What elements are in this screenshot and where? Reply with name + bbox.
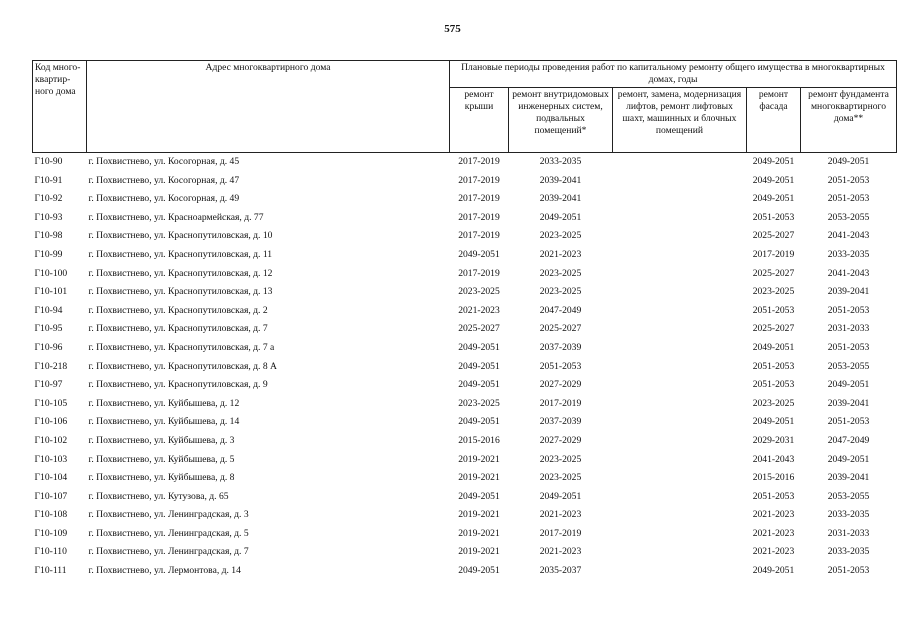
cell-address: г. Похвистнево, ул. Ленинградская, д. 7 [88, 546, 249, 558]
cell-roof: 2023-2025 [458, 397, 500, 409]
cell-code: Г10-218 [34, 360, 68, 372]
cell-code: Г10-93 [34, 211, 63, 223]
table-row [33, 246, 897, 265]
cell-systems: 2049-2051 [539, 211, 582, 223]
cell-facade: 2049-2051 [752, 565, 795, 577]
table-body [33, 153, 897, 581]
cell-address: г. Похвистнево, ул. Куйбышева, д. 3 [88, 434, 235, 446]
cell-facade: 2051-2053 [752, 211, 795, 223]
cell-elevators [613, 246, 747, 265]
cell-roof: 2049-2051 [458, 248, 500, 260]
cell-code: Г10-105 [34, 397, 68, 409]
table-row [33, 525, 897, 544]
cell-elevators [613, 209, 747, 228]
cell-foundation: 2031-2033 [827, 527, 870, 539]
cell-systems: 2051-2053 [539, 360, 582, 372]
cell-systems: 2039-2041 [539, 174, 582, 186]
cell-code: Г10-107 [34, 490, 68, 502]
cell-address: г. Похвистнево, ул. Куйбышева, д. 14 [88, 416, 240, 428]
cell-systems: 2023-2025 [539, 230, 582, 242]
cell-systems: 2037-2039 [539, 416, 582, 428]
cell-address: г. Похвистнево, ул. Кутузова, д. 65 [88, 490, 229, 502]
cell-address: г. Похвистнево, ул. Косогорная, д. 47 [88, 174, 240, 186]
cell-elevators [613, 320, 747, 339]
cell-address: г. Похвистнево, ул. Косогорная, д. 49 [88, 193, 240, 205]
cell-code: Г10-96 [34, 341, 63, 353]
cell-facade: 2051-2053 [752, 360, 795, 372]
table-row [33, 283, 897, 302]
cell-facade: 2021-2023 [752, 527, 795, 539]
cell-foundation: 2049-2051 [827, 453, 870, 465]
cell-facade: 2051-2053 [752, 304, 795, 316]
cell-elevators [613, 265, 747, 284]
capital-repair-table [32, 60, 897, 581]
table-row [33, 265, 897, 284]
cell-systems: 2021-2023 [539, 509, 582, 521]
cell-systems: 2023-2025 [539, 267, 582, 279]
cell-foundation: 2041-2043 [827, 267, 870, 279]
cell-elevators [613, 302, 747, 321]
cell-address: г. Похвистнево, ул. Краснопутиловская, д. 7 [88, 323, 268, 335]
table-row [33, 302, 897, 321]
page-number: 575 [444, 23, 461, 35]
cell-roof: 2049-2051 [458, 379, 500, 391]
cell-foundation: 2051-2053 [827, 416, 870, 428]
cell-code: Г10-98 [34, 230, 63, 242]
cell-foundation: 2051-2053 [827, 193, 870, 205]
cell-address: г. Похвистнево, ул. Краснопутиловская, д. 11 [88, 248, 273, 260]
cell-systems: 2047-2049 [539, 304, 582, 316]
cell-facade: 2023-2025 [752, 286, 795, 298]
table-header [33, 61, 897, 153]
cell-facade: 2021-2023 [752, 509, 795, 521]
table-row [33, 153, 897, 172]
cell-roof: 2049-2051 [458, 360, 500, 372]
cell-address: г. Похвистнево, ул. Краснопутиловская, д. 9 [88, 379, 268, 391]
cell-code: Г10-108 [34, 509, 68, 521]
cell-roof: 2019-2021 [458, 472, 500, 484]
cell-elevators [613, 469, 747, 488]
cell-roof: 2019-2021 [458, 453, 500, 465]
cell-code: Г10-103 [34, 453, 68, 465]
header-roof: ремонт крыши [450, 88, 509, 153]
cell-systems: 2023-2025 [539, 286, 582, 298]
cell-facade: 2049-2051 [752, 193, 795, 205]
cell-code: Г10-100 [34, 267, 68, 279]
table-row [33, 488, 897, 507]
cell-systems: 2021-2023 [539, 248, 582, 260]
header-code: Код много-квартир-ного дома [33, 61, 87, 153]
cell-facade: 2015-2016 [752, 472, 795, 484]
cell-foundation: 2051-2053 [827, 304, 870, 316]
cell-code: Г10-101 [34, 286, 68, 298]
table-row [33, 358, 897, 377]
cell-address: г. Похвистнево, ул. Ленинградская, д. 5 [88, 527, 249, 539]
table-row [33, 413, 897, 432]
cell-facade: 2025-2027 [752, 230, 795, 242]
cell-address: г. Похвистнево, ул. Ленинградская, д. 3 [88, 509, 249, 521]
cell-foundation: 2053-2055 [827, 211, 870, 223]
cell-elevators [613, 153, 747, 172]
cell-elevators [613, 376, 747, 395]
cell-foundation: 2049-2051 [827, 379, 870, 391]
cell-elevators [613, 488, 747, 507]
cell-address: г. Похвистнево, ул. Красноармейская, д. 77 [88, 211, 264, 223]
cell-code: Г10-106 [34, 416, 68, 428]
cell-elevators [613, 562, 747, 581]
cell-elevators [613, 506, 747, 525]
table-row [33, 432, 897, 451]
cell-systems: 2017-2019 [539, 397, 582, 409]
cell-facade: 2049-2051 [752, 174, 795, 186]
table-row [33, 506, 897, 525]
cell-foundation: 2039-2041 [827, 397, 870, 409]
cell-elevators [613, 227, 747, 246]
table-row [33, 543, 897, 562]
cell-facade: 2025-2027 [752, 323, 795, 335]
cell-code: Г10-91 [34, 174, 63, 186]
cell-systems: 2027-2029 [539, 434, 582, 446]
header-facade: ремонт фасада [747, 88, 801, 153]
table-row [33, 451, 897, 470]
cell-address: г. Похвистнево, ул. Куйбышева, д. 12 [88, 397, 240, 409]
cell-foundation: 2049-2051 [827, 156, 870, 167]
cell-roof: 2023-2025 [458, 286, 500, 298]
cell-foundation: 2051-2053 [827, 565, 870, 577]
cell-code: Г10-94 [34, 304, 63, 316]
cell-elevators [613, 543, 747, 562]
cell-foundation: 2039-2041 [827, 286, 870, 298]
table-row [33, 172, 897, 191]
cell-foundation: 2051-2053 [827, 174, 870, 186]
header-elevators: ремонт, замена, модернизация лифтов, ремонт лифтовых шахт, машинных и блочных помещений [613, 88, 747, 153]
cell-code: Г10-110 [34, 546, 67, 558]
cell-systems: 2035-2037 [539, 565, 582, 577]
cell-roof: 2019-2021 [458, 546, 500, 558]
cell-code: Г10-99 [34, 248, 63, 260]
cell-facade: 2049-2051 [752, 341, 795, 353]
cell-systems: 2033-2035 [539, 156, 582, 167]
cell-address: г. Похвистнево, ул. Куйбышева, д. 8 [88, 472, 235, 484]
cell-elevators [613, 358, 747, 377]
cell-foundation: 2053-2055 [827, 360, 870, 372]
cell-systems: 2037-2039 [539, 341, 582, 353]
cell-foundation: 2039-2041 [827, 472, 870, 484]
header-periods: Плановые периоды проведения работ по капитальному ремонту общего имущества в многоквартирных домах, годы [450, 61, 897, 88]
cell-facade: 2017-2019 [752, 248, 795, 260]
cell-systems: 2039-2041 [539, 193, 582, 205]
cell-foundation: 2053-2055 [827, 490, 870, 502]
cell-systems: 2023-2025 [539, 453, 582, 465]
cell-address: г. Похвистнево, ул. Лермонтова, д. 14 [88, 565, 241, 577]
cell-roof: 2017-2019 [458, 193, 500, 205]
cell-address: г. Похвистнево, ул. Краснопутиловская, д. 8 А [88, 360, 277, 372]
cell-roof: 2017-2019 [458, 156, 500, 167]
cell-code: Г10-97 [34, 379, 63, 391]
cell-address: г. Похвистнево, ул. Краснопутиловская, д. 10 [88, 230, 273, 242]
table-row [33, 339, 897, 358]
cell-facade: 2029-2031 [752, 434, 795, 446]
cell-elevators [613, 190, 747, 209]
cell-code: Г10-92 [34, 193, 63, 205]
table-row [33, 469, 897, 488]
cell-code: Г10-90 [34, 156, 63, 167]
cell-systems: 2023-2025 [539, 472, 582, 484]
cell-address: г. Похвистнево, ул. Краснопутиловская, д. 13 [88, 286, 273, 298]
cell-roof: 2017-2019 [458, 267, 500, 279]
cell-facade: 2025-2027 [752, 267, 795, 279]
table-row [33, 209, 897, 228]
cell-facade: 2049-2051 [752, 156, 795, 167]
cell-code: Г10-111 [34, 565, 67, 577]
cell-roof: 2049-2051 [458, 416, 500, 428]
cell-elevators [613, 339, 747, 358]
cell-facade: 2049-2051 [752, 416, 795, 428]
table-row [33, 190, 897, 209]
cell-roof: 2049-2051 [458, 490, 500, 502]
table-row [33, 395, 897, 414]
cell-systems: 2017-2019 [539, 527, 582, 539]
cell-roof: 2019-2021 [458, 509, 500, 521]
cell-foundation: 2051-2053 [827, 341, 870, 353]
cell-foundation: 2047-2049 [827, 434, 870, 446]
cell-elevators [613, 413, 747, 432]
cell-code: Г10-109 [34, 527, 68, 539]
cell-systems: 2021-2023 [539, 546, 582, 558]
cell-roof: 2017-2019 [458, 211, 500, 223]
cell-systems: 2027-2029 [539, 379, 582, 391]
cell-systems: 2049-2051 [539, 490, 582, 502]
header-address: Адрес многоквартирного дома [87, 61, 450, 153]
header-systems: ремонт внутридомовых инженерных систем, подвальных помещений* [509, 88, 613, 153]
cell-foundation: 2041-2043 [827, 230, 870, 242]
cell-foundation: 2033-2035 [827, 248, 870, 260]
cell-roof: 2021-2023 [458, 304, 500, 316]
cell-address: г. Похвистнево, ул. Косогорная, д. 45 [88, 156, 240, 167]
cell-foundation: 2031-2033 [827, 323, 870, 335]
cell-code: Г10-95 [34, 323, 63, 335]
cell-roof: 2017-2019 [458, 230, 500, 242]
cell-foundation: 2033-2035 [827, 546, 870, 558]
cell-elevators [613, 395, 747, 414]
header-foundation: ремонт фундамента многоквартирного дома** [801, 88, 897, 153]
cell-foundation: 2033-2035 [827, 509, 870, 521]
cell-roof: 2017-2019 [458, 174, 500, 186]
cell-code: Г10-104 [34, 472, 68, 484]
cell-facade: 2041-2043 [752, 453, 795, 465]
cell-systems: 2025-2027 [539, 323, 582, 335]
cell-facade: 2051-2053 [752, 379, 795, 391]
table-row [33, 320, 897, 339]
cell-elevators [613, 451, 747, 470]
cell-roof: 2049-2051 [458, 565, 500, 577]
table-row [33, 227, 897, 246]
cell-roof: 2049-2051 [458, 341, 500, 353]
cell-address: г. Похвистнево, ул. Краснопутиловская, д. 2 [88, 304, 268, 316]
cell-code: Г10-102 [34, 434, 68, 446]
cell-address: г. Похвистнево, ул. Краснопутиловская, д. 12 [88, 267, 273, 279]
cell-elevators [613, 283, 747, 302]
cell-roof: 2019-2021 [458, 527, 500, 539]
cell-elevators [613, 432, 747, 451]
cell-facade: 2051-2053 [752, 490, 795, 502]
cell-address: г. Похвистнево, ул. Куйбышева, д. 5 [88, 453, 235, 465]
cell-elevators [613, 525, 747, 544]
cell-address: г. Похвистнево, ул. Краснопутиловская, д. 7 а [88, 341, 275, 353]
cell-roof: 2015-2016 [458, 434, 500, 446]
table-row [33, 376, 897, 395]
table-row [33, 562, 897, 581]
cell-roof: 2025-2027 [458, 323, 500, 335]
cell-facade: 2023-2025 [752, 397, 795, 409]
cell-facade: 2021-2023 [752, 546, 795, 558]
cell-elevators [613, 172, 747, 191]
